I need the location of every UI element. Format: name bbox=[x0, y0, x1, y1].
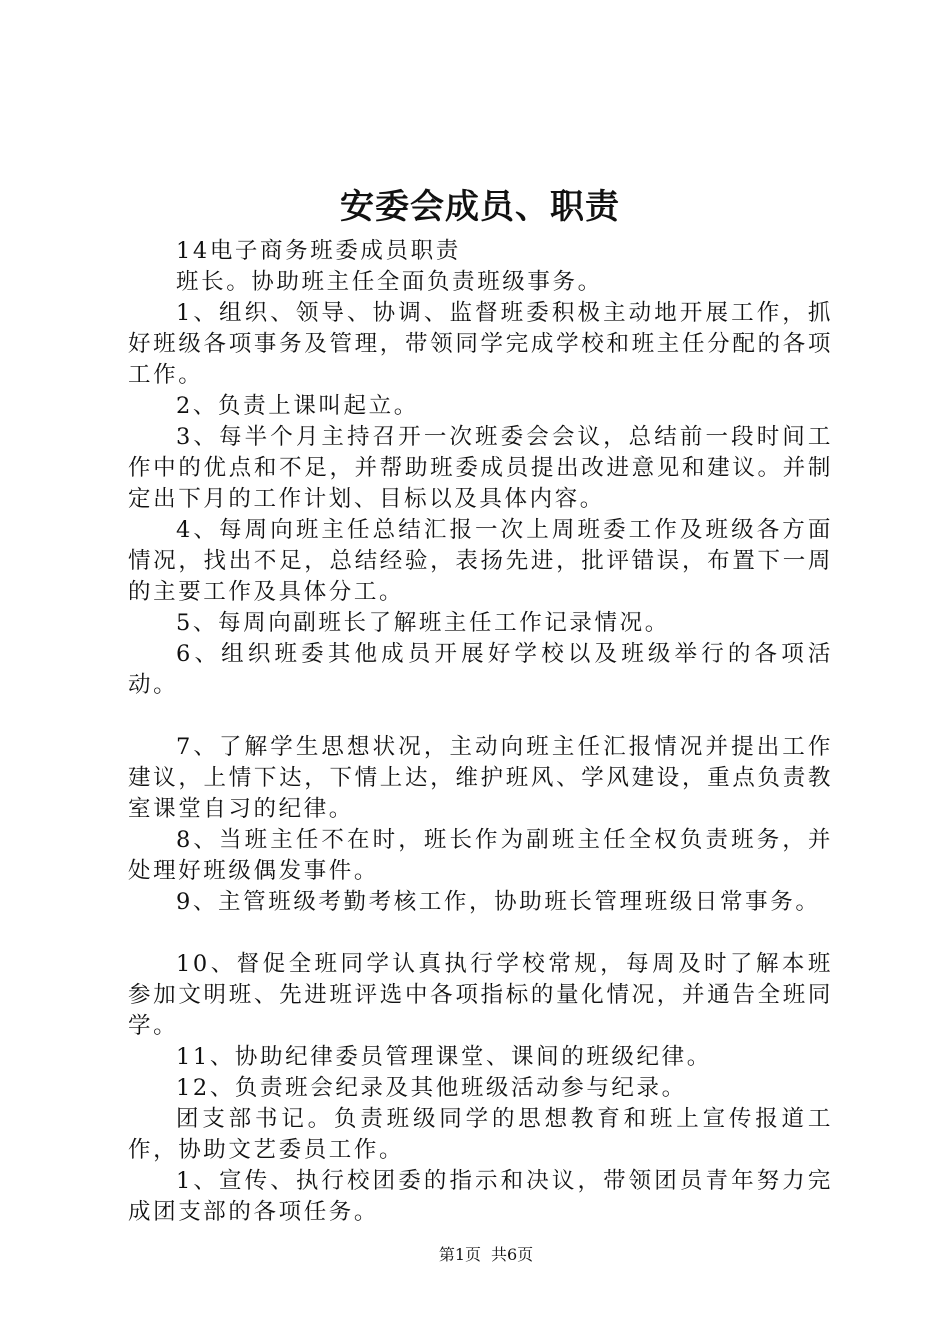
paragraph-league-secretary-role: 团支部书记。负责班级同学的思想教育和班上宣传报道工作，协助文艺委员工作。 bbox=[128, 1106, 833, 1163]
paragraph-item-8: 8、当班主任不在时，班长作为副班主任全权负责班务，并处理好班级偶发事件。 bbox=[128, 827, 833, 884]
paragraph-item-2: 2、负责上课叫起立。 bbox=[176, 393, 419, 419]
page-number: 第1页 bbox=[438, 1245, 481, 1264]
paragraph-item-9: 9、主管班级考勤考核工作，协助班长管理班级日常事务。 bbox=[176, 889, 821, 915]
paragraph-item-3: 3、每半个月主持召开一次班委会会议，总结前一段时间工作中的优点和不足，并帮助班委成员提出改进意见和建议。并制定出下月的工作计划、目标以及具体内容。 bbox=[128, 424, 833, 512]
document-title: 安委会成员、职责 bbox=[340, 187, 620, 227]
paragraph-item-7: 7、了解学生思想状况，主动向班主任汇报情况并提出工作建议，上情下达，下情上达，维护班风、学风建设，重点负责教室课堂自习的纪律。 bbox=[128, 734, 833, 822]
paragraph-item-4: 4、每周向班主任总结汇报一次上周班委工作及班级各方面情况，找出不足，总结经验，表扬先进，批评错误，布置下一周的主要工作及具体分工。 bbox=[128, 517, 833, 605]
paragraph-item-5: 5、每周向副班长了解班主任工作记录情况。 bbox=[176, 610, 670, 636]
document-body bbox=[128, 236, 833, 1228]
paragraph-item-12: 12、负责班会纪录及其他班级活动参与纪录。 bbox=[176, 1075, 687, 1101]
page-footer bbox=[0, 1243, 950, 1267]
blank-line bbox=[128, 918, 833, 949]
paragraph-item-10: 10、督促全班同学认真执行学校常规，每周及时了解本班参加文明班、先进班评选中各项指标的量化情况，并通告全班同学。 bbox=[128, 951, 833, 1039]
paragraph-league-item-1: 1、宣传、执行校团委的指示和决议，带领团员青年努力完成团支部的各项任务。 bbox=[128, 1168, 833, 1225]
paragraph-item-6: 6、组织班委其他成员开展好学校以及班级举行的各项活动。 bbox=[128, 641, 833, 698]
page-total: 共6页 bbox=[491, 1245, 534, 1264]
paragraph-class-heading: 14电子商务班委成员职责 bbox=[176, 238, 461, 264]
paragraph-monitor-role: 班长。协助班主任全面负责班级事务。 bbox=[176, 269, 603, 295]
blank-line bbox=[128, 701, 833, 732]
paragraph-item-1: 1、组织、领导、协调、监督班委积极主动地开展工作，抓好班级各项事务及管理，带领同学完成学校和班主任分配的各项工作。 bbox=[128, 300, 833, 388]
paragraph-item-11: 11、协助纪律委员管理课堂、课间的班级纪律。 bbox=[176, 1044, 712, 1070]
